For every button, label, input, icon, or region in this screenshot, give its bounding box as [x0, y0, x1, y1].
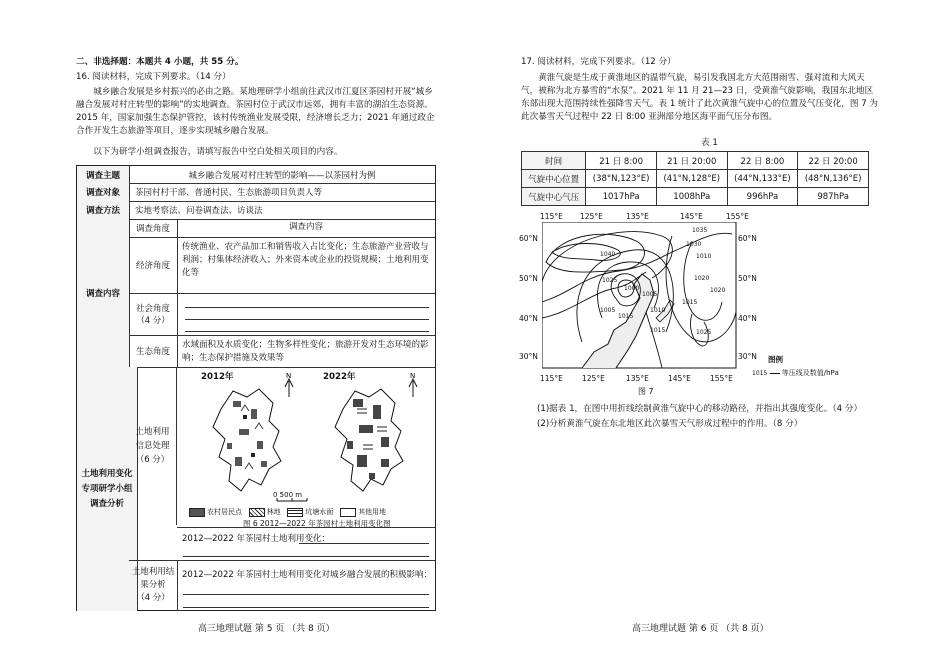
table-cell: 996hPa — [727, 188, 798, 206]
lon-label: 145°E — [668, 374, 691, 383]
theme-label: 调查主题 — [77, 166, 130, 183]
lat-label: 60°N — [519, 234, 538, 243]
lon-label: 135°E — [626, 212, 649, 221]
econ-label: 经济角度 — [129, 237, 178, 293]
method-value: 实地考察法、问卷调查法、访谈法 — [135, 206, 263, 216]
table-header-cell: 时间 — [522, 152, 586, 170]
map-year-2012: 2012年 — [201, 372, 234, 382]
change-prompt: 2012—2022 年茶园村土地利用变化： — [182, 534, 330, 544]
top-lon-labels — [540, 212, 778, 222]
row-object — [77, 183, 435, 202]
divider — [177, 527, 435, 528]
lat-label: 50°N — [738, 274, 757, 283]
table-cell: (44°N,133°E) — [727, 170, 798, 188]
content-header: 调查内容 — [288, 222, 323, 232]
isobar-label: 1020 — [694, 275, 710, 282]
table-header-cell: 21 日 8:00 — [586, 152, 657, 170]
footer-page-6: 高三地理试题 第 6 页 （共 8 页） — [632, 624, 769, 634]
section-title: 二、非选择题：本题共 4 小题，共 55 分。 — [76, 57, 244, 67]
table-header-row — [522, 152, 869, 170]
row-theme — [77, 166, 435, 184]
bottom-lon-labels — [540, 374, 750, 384]
effect-prompt: 2012—2022 年茶园村土地利用变化对城乡融合发展的积极影响： — [182, 570, 432, 580]
figure-7 — [519, 212, 839, 402]
legend-swatch-residential — [189, 508, 205, 517]
isobar-label: 1030 — [686, 241, 702, 248]
legend-other: 其他用地 — [358, 508, 387, 516]
social-cell — [129, 293, 178, 335]
info-score: （6 分） — [135, 455, 170, 465]
lat-labels-left — [519, 234, 541, 364]
legend-pond: 坑塘水面 — [305, 508, 334, 516]
result-score: （4 分） — [136, 593, 170, 603]
lon-label: 155°E — [710, 374, 733, 383]
table-cell: 气旋中心气压 — [522, 188, 586, 206]
map-2012-outline — [213, 389, 281, 491]
legend-swatch-pond — [287, 508, 303, 517]
table-row — [522, 170, 869, 188]
map-year-2022: 2022年 — [323, 372, 356, 382]
answer-line[interactable] — [183, 607, 429, 608]
table-cell: 1017hPa — [586, 188, 657, 206]
figure-7-caption: 图 7 — [638, 387, 654, 396]
info-label: 土地利用信息处理 — [135, 427, 170, 451]
table-1 — [521, 151, 869, 206]
landuse-subtable — [129, 367, 435, 611]
object-value: 茶园村村干部、普通村民、生态旅游项目负责人等 — [135, 188, 323, 198]
isobar-label: 1015 — [650, 327, 666, 334]
answer-line[interactable] — [185, 319, 429, 320]
survey-report-table — [76, 165, 436, 611]
lat-label: 50°N — [519, 274, 538, 283]
isobar-label: 1020 — [710, 287, 726, 294]
content-label: 调查内容 — [77, 219, 130, 367]
lon-label: 155°E — [726, 212, 749, 221]
object-label: 调查对象 — [77, 183, 130, 201]
isobar-label: 1000 — [624, 285, 640, 292]
map-legend — [752, 368, 839, 378]
isobar-label: 1010 — [650, 307, 666, 314]
isobar-label: 1035 — [692, 227, 708, 234]
method-label: 调查方法 — [77, 201, 130, 219]
econ-value: 传统渔业、农产品加工和销售收入占比变化；生态旅游产业营收与利润；村集体经济收入；外来资本或企业的投资规模；土地利用变化等 — [182, 242, 429, 278]
lon-label: 135°E — [626, 374, 649, 383]
answer-line[interactable] — [185, 307, 429, 308]
row-content — [77, 219, 435, 368]
isobar-label: 1025 — [602, 277, 618, 284]
answer-line[interactable] — [299, 543, 429, 544]
q16-material: 城乡融合发展是乡村振兴的必由之路。某地理研学小组前往武汉市江夏区茶园村开展“城乡融合发展对村庄转型的影响”的实地调查。茶园村位于武汉市远郊，拥有丰富的湖泊生态资源。2015 年，国家加强生态保护管控，该村传统渔业发展受限，经济增长乏力；2021 年通过政企合作开发生态旅游等项目，逐步实现城乡融合发展。 — [76, 87, 435, 136]
social-score: （4 分） — [136, 316, 170, 326]
legend-isobar-sample: 1015 — [752, 370, 768, 377]
answer-line[interactable] — [185, 331, 429, 332]
table-cell: (38°N,123°E) — [586, 170, 657, 188]
table-cell: 987hPa — [798, 188, 869, 206]
isobar-label: 1015 — [682, 299, 698, 306]
figure-6 — [181, 369, 433, 528]
table-cell: 1008hPa — [656, 188, 727, 206]
lat-label: 60°N — [738, 234, 757, 243]
answer-line[interactable] — [183, 556, 429, 557]
legend-residential: 农村居民点 — [207, 508, 242, 516]
pressure-map — [542, 222, 738, 372]
isobar-label: 1040 — [600, 251, 616, 258]
table-cell: (48°N,136°E) — [798, 170, 869, 188]
eco-value: 水域面积及水质变化；生物多样性变化；旅游开发对生态环境的影响；生态保护措施及效果等 — [182, 340, 429, 363]
isobar-label: 1010 — [696, 253, 712, 260]
isobar-label: 1005 — [600, 307, 616, 314]
content-subtable — [129, 219, 435, 367]
table-header-cell: 21 日 20:00 — [656, 152, 727, 170]
map-legend-title: 图例 — [768, 355, 783, 364]
north-arrow-2012 — [285, 379, 293, 397]
scale-label: 0 500 m — [273, 491, 303, 499]
q17-subquestion-1: (1)据表 1，在图中用折线绘制黄淮气旋中心的移动路径，并指出其强度变化。（4 分） — [537, 404, 863, 414]
figure-6-caption: 图 6 2012—2022 年茶园村土地利用变化图 — [243, 519, 391, 528]
legend-swatch-forest — [249, 508, 265, 517]
eco-label: 生态角度 — [129, 335, 178, 367]
land-use-maps — [181, 369, 433, 525]
table-1-title: 表 1 — [701, 138, 718, 148]
lat-label: 40°N — [738, 314, 757, 323]
lon-label: 145°E — [680, 212, 703, 221]
map-legend — [189, 507, 386, 517]
lon-label: 125°E — [580, 212, 603, 221]
table-cell: 气旋中心位置 — [522, 170, 586, 188]
legend-forest: 林地 — [266, 508, 281, 516]
info-cell — [129, 367, 177, 525]
theme-value: 城乡融合发展对村庄转型的影响——以茶园村为例 — [188, 171, 376, 181]
north-label: N — [410, 372, 416, 380]
legend-isobar-text: 等压线及数值/hPa — [781, 369, 839, 377]
legend-isobar-line — [770, 373, 780, 374]
lon-label: 115°E — [540, 212, 563, 221]
table-header-cell: 22 日 20:00 — [798, 152, 869, 170]
lat-label: 30°N — [519, 352, 538, 361]
lat-labels-right — [738, 234, 760, 364]
q17-intro: 17. 阅读材料，完成下列要求。（12 分） — [521, 57, 676, 67]
q17-material: 黄淮气旋是生成于黄淮地区的温带气旋，易引发我国北方大范围雨雪、强对流和大风天气，被称为北方暴雪的“水泵”。2021 年 11 月 21—23 日，受黄淮气旋影响，我国东北地区东部出现大范围持续性强降雪天气。表 1 统计了此次黄淮气旋中心的位置及气压变化，图 7 为此次暴雪天气过程中 22 日 8:00 亚洲部分地区海平面气压分布图。 — [521, 73, 879, 122]
table-header-cell: 22 日 8:00 — [727, 152, 798, 170]
lat-label: 40°N — [519, 314, 538, 323]
row-landuse — [77, 367, 435, 611]
answer-line[interactable] — [183, 594, 429, 595]
legend-swatch-other — [340, 508, 356, 517]
table-cell: (41°N,128°E) — [656, 170, 727, 188]
lon-label: 115°E — [540, 374, 563, 383]
isobar-label: 1005 — [642, 291, 658, 298]
angle-header: 调查角度 — [129, 219, 178, 237]
north-arrow-2022 — [409, 379, 417, 397]
q16-intro: 16. 阅读材料，完成下列要求。（14 分） — [76, 72, 231, 82]
result-label: 土地利用结果分析 — [131, 567, 175, 590]
result-cell — [129, 560, 178, 611]
row-method — [77, 201, 435, 220]
lat-label: 30°N — [738, 352, 757, 361]
social-label: 社会角度 — [135, 304, 170, 314]
north-label: N — [286, 372, 292, 380]
footer-page-5: 高三地理试题 第 5 页 （共 8 页） — [198, 624, 335, 634]
isobar-label: 1025 — [696, 329, 712, 336]
q16-instruction: 以下为研学小组调查报告，请填写报告中空白处相关项目的内容。 — [93, 147, 343, 157]
lon-label: 125°E — [582, 374, 605, 383]
isobar-label: 1015 — [618, 313, 634, 320]
q17-subquestion-2: (2)分析黄淮气旋在东北地区此次暴雪天气形成过程中的作用。（8 分） — [537, 419, 803, 429]
table-row — [522, 188, 869, 206]
landuse-label: 土地利用变化专项研学小组调查分析 — [77, 367, 138, 611]
